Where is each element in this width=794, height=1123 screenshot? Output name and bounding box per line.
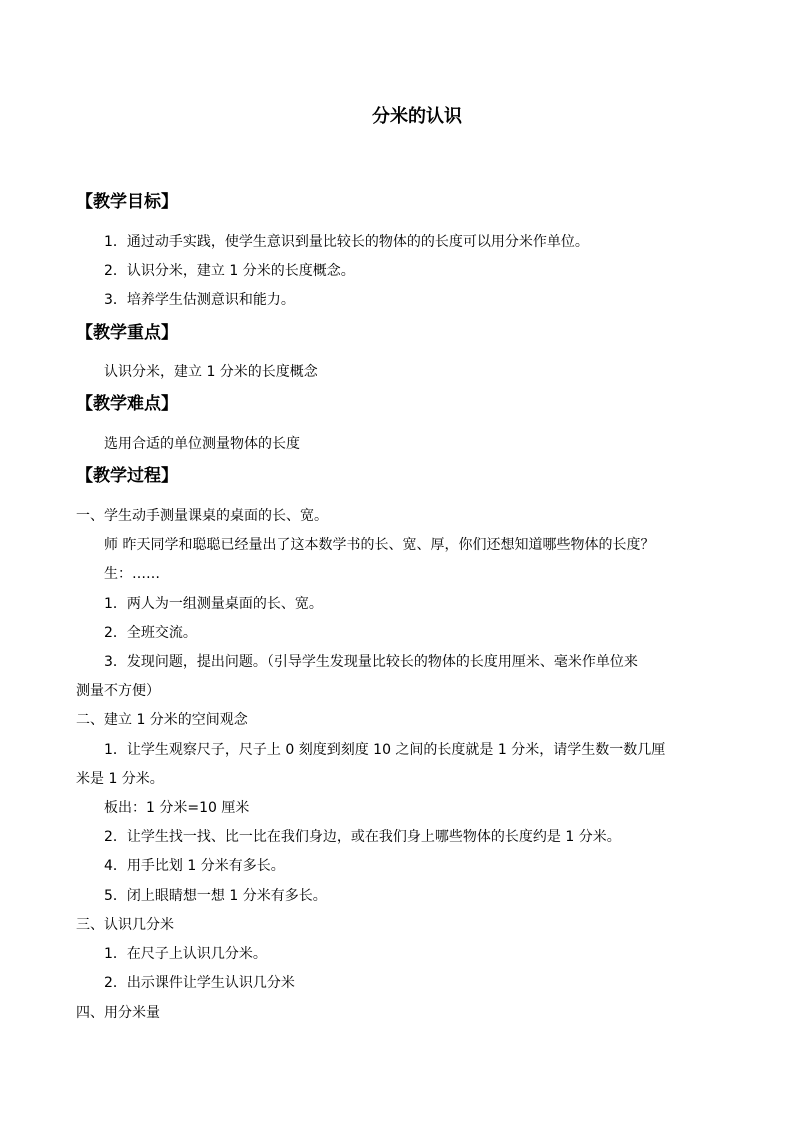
key-points-heading: 【教学重点】 bbox=[76, 323, 178, 343]
process-part2-item1-line2: 米是 1 分米。 bbox=[76, 771, 164, 787]
difficulties-heading: 【教学难点】 bbox=[76, 394, 178, 414]
process-part3-item1: 1．在尺子上认识几分米。 bbox=[104, 946, 267, 962]
process-part1-student: 生：…… bbox=[104, 566, 160, 582]
process-part1-teacher: 师 昨天同学和聪聪已经量出了这本数学书的长、宽、厚，你们还想知道哪些物体的长度？ bbox=[104, 537, 655, 553]
process-part2-title: 二、建立 1 分米的空间观念 bbox=[76, 712, 248, 728]
process-part2-item1-line1: 1．让学生观察尺子，尺子上 0 刻度到刻度 10 之间的长度就是 1 分米，请学生数一数几厘 bbox=[104, 742, 666, 758]
process-part1-title: 一、学生动手测量课桌的桌面的长、宽。 bbox=[76, 508, 328, 524]
process-part1-item1: 1．两人为一组测量桌面的长、宽。 bbox=[104, 596, 323, 612]
process-part1-item3-line1: 3．发现问题，提出问题。（引导学生发现量比较长的物体的长度用厘米、毫米作单位来 bbox=[104, 654, 638, 670]
difficulties-text: 选用合适的单位测量物体的长度 bbox=[104, 436, 300, 452]
process-part1-item2: 2．全班交流。 bbox=[104, 625, 197, 641]
process-part2-board: 板出：1 分米=10 厘米 bbox=[104, 800, 250, 816]
goal-item-1: 1．通过动手实践，使学生意识到量比较长的物体的的长度可以用分米作单位。 bbox=[104, 234, 589, 250]
process-part2-item2: 2．让学生找一找、比一比在我们身边，或在我们身上哪些物体的长度约是 1 分米。 bbox=[104, 829, 621, 845]
process-heading: 【教学过程】 bbox=[76, 466, 178, 486]
key-points-text: 认识分米，建立 1 分米的长度概念 bbox=[104, 364, 318, 380]
process-part2-item4: 4．用手比划 1 分米有多长。 bbox=[104, 858, 285, 874]
process-part1-item3-line2: 测量不方便） bbox=[76, 683, 160, 699]
goal-item-3: 3．培养学生估测意识和能力。 bbox=[104, 292, 295, 308]
goals-heading: 【教学目标】 bbox=[76, 192, 178, 212]
process-part3-title: 三、认识几分米 bbox=[76, 917, 174, 933]
process-part3-item2: 2．出示课件让学生认识几分米 bbox=[104, 975, 295, 991]
document-title: 分米的认识 bbox=[372, 106, 462, 127]
goal-item-2: 2．认识分米，建立 1 分米的长度概念。 bbox=[104, 263, 355, 279]
process-part2-item5: 5．闭上眼睛想一想 1 分米有多长。 bbox=[104, 888, 327, 904]
process-part4-title: 四、用分米量 bbox=[76, 1005, 160, 1021]
